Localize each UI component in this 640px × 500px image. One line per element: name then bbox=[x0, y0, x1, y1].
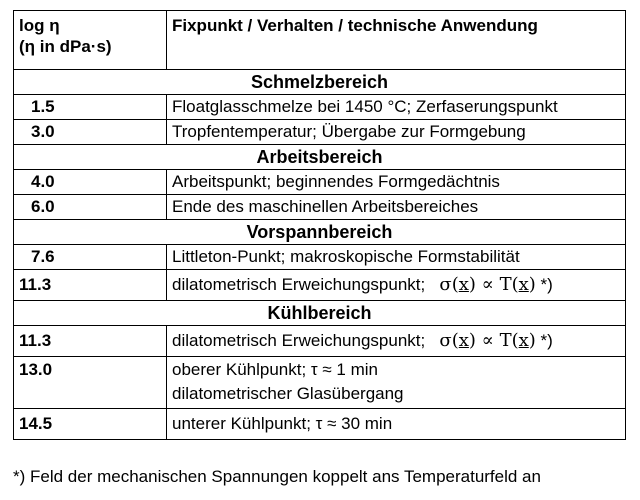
row-key: 7.6 bbox=[14, 245, 167, 270]
row-text: Tropfentemperatur; Übergabe zur Formgebung bbox=[167, 120, 626, 145]
table-row bbox=[14, 409, 626, 440]
viscosity-fixpoints-table bbox=[13, 10, 626, 440]
section-title-schmelzbereich: Schmelzbereich bbox=[14, 70, 626, 95]
row-text-with-formula bbox=[167, 270, 626, 301]
table-row bbox=[14, 326, 626, 357]
row-text: Ende des maschinellen Arbeitsbereiches bbox=[167, 195, 626, 220]
row-text: Arbeitspunkt; beginnendes Formgedächtnis bbox=[167, 170, 626, 195]
vector-x: x bbox=[458, 330, 469, 351]
row-key: 4.0 bbox=[14, 170, 167, 195]
section-row bbox=[14, 301, 626, 326]
row-key: 11.3 bbox=[14, 270, 167, 301]
header-log-eta bbox=[14, 11, 167, 70]
section-title-arbeitsbereich: Arbeitsbereich bbox=[14, 145, 626, 170]
proportional-symbol: ∝ bbox=[481, 330, 494, 351]
formula: σ(x) ∝ T(x) bbox=[439, 274, 536, 295]
header-col1-line2: (η in dPa·s) bbox=[19, 37, 112, 56]
viscosity-table-container bbox=[13, 10, 625, 440]
sigma-symbol: σ bbox=[439, 330, 452, 351]
row-key: 6.0 bbox=[14, 195, 167, 220]
sigma-symbol: σ bbox=[439, 274, 452, 295]
temperature-symbol: T bbox=[499, 330, 512, 351]
section-title-vorspannbereich: Vorspannbereich bbox=[14, 220, 626, 245]
table-row bbox=[14, 95, 626, 120]
temperature-symbol: T bbox=[499, 274, 512, 295]
section-row bbox=[14, 70, 626, 95]
section-row bbox=[14, 220, 626, 245]
row-text-line2: dilatometrischer Glasübergang bbox=[172, 384, 404, 403]
header-description: Fixpunkt / Verhalten / technische Anwendung bbox=[167, 11, 626, 70]
vector-x: x bbox=[458, 274, 469, 295]
section-title-kuehlbereich: Kühlbereich bbox=[14, 301, 626, 326]
row-text: unterer Kühlpunkt; τ ≈ 30 min bbox=[167, 409, 626, 440]
table-row bbox=[14, 195, 626, 220]
vector-x: x bbox=[518, 274, 529, 295]
row-key: 11.3 bbox=[14, 326, 167, 357]
table-header-row bbox=[14, 11, 626, 70]
table-row bbox=[14, 270, 626, 301]
row-text-multiline bbox=[167, 357, 626, 409]
footnote-marker: *) bbox=[540, 275, 553, 294]
table-row bbox=[14, 170, 626, 195]
section-row bbox=[14, 145, 626, 170]
row-text: oberer Kühlpunkt; τ ≈ 1 min bbox=[172, 360, 378, 379]
row-text: dilatometrisch Erweichungspunkt; bbox=[172, 275, 426, 294]
row-text: Littleton-Punkt; makroskopische Formstabilität bbox=[167, 245, 626, 270]
vector-x: x bbox=[518, 330, 529, 351]
row-key: 3.0 bbox=[14, 120, 167, 145]
table-row bbox=[14, 245, 626, 270]
row-key: 14.5 bbox=[14, 409, 167, 440]
row-text: dilatometrisch Erweichungspunkt; bbox=[172, 331, 426, 350]
row-text-with-formula bbox=[167, 326, 626, 357]
header-col1-line1: log η bbox=[19, 16, 60, 35]
table-row bbox=[14, 357, 626, 409]
footnote: *) Feld der mechanischen Spannungen koppelt ans Temperaturfeld an bbox=[13, 467, 541, 486]
proportional-symbol: ∝ bbox=[481, 274, 494, 295]
row-key: 1.5 bbox=[14, 95, 167, 120]
formula: σ(x) ∝ T(x) bbox=[439, 330, 536, 351]
row-key: 13.0 bbox=[14, 357, 167, 409]
table-row bbox=[14, 120, 626, 145]
footnote-marker: *) bbox=[540, 331, 553, 350]
row-text: Floatglasschmelze bei 1450 °C; Zerfaserungspunkt bbox=[167, 95, 626, 120]
